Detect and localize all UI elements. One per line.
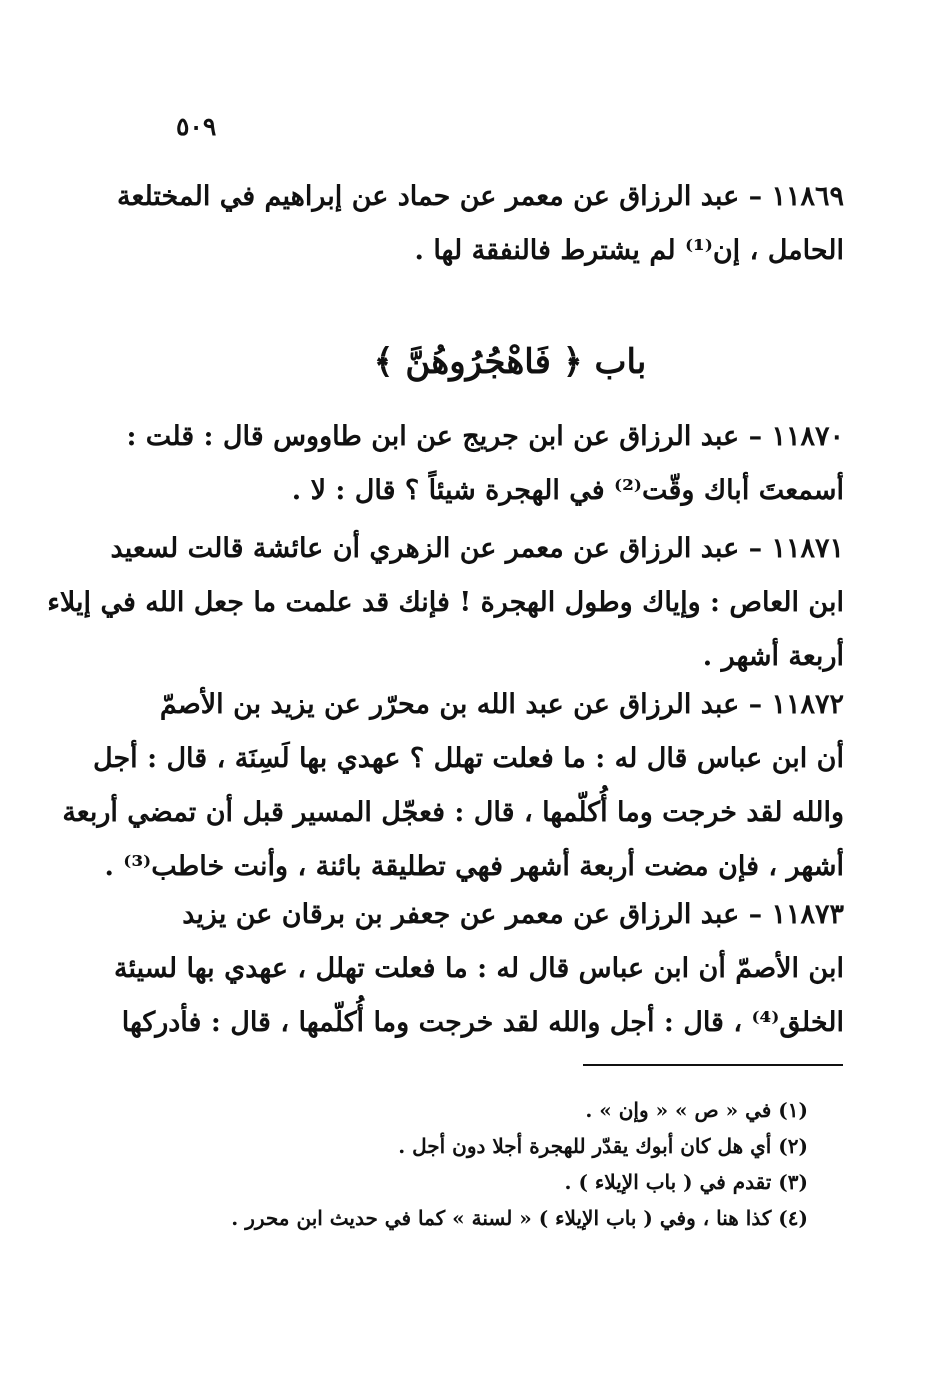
text-line: والله لقد خرجت وما أُكلّمها ، قال : فعجّل المسير قبل أن تمضي أربعة [62, 797, 844, 828]
text-line: الحامل ، إن⁽¹⁾ لم يشترط فالنفقة لها . [414, 235, 844, 266]
text-line: الخلق⁽⁴⁾ ، قال : أجل والله لقد خرجت وما أُكلّمها ، قال : فأدركها [121, 1007, 844, 1038]
footnote-3: (٣) تقدم في ( باب الإيلاء ) . [564, 1170, 808, 1194]
footnote-2: (٢) أي هل كان أبوك يقدّر للهجرة أجلا دون أجل . [398, 1134, 808, 1158]
page-number: ٥٠٩ [176, 112, 217, 141]
footnote-1: (١) في « ص » « وإن » . [585, 1098, 808, 1122]
footnotes [176, 1092, 808, 1236]
hadith-11873 [114, 888, 844, 1050]
hadith-11869 [116, 170, 844, 278]
text-line: أسمعتَ أباك وقّت⁽²⁾ في الهجرة شيئاً ؟ قال : لا . [291, 475, 844, 506]
text-line: أربعة أشهر . [702, 641, 844, 672]
footnote-divider [583, 1064, 843, 1066]
text-line: ابن العاص : وإياك وطول الهجرة ! فإنك قد علمت ما جعل الله في إيلاء [47, 587, 844, 618]
text-line: ١١٨٧١ – عبد الرزاق عن معمر عن الزهري أن عائشة قالت لسعيد [110, 533, 844, 564]
text-line: ١١٨٧٣ – عبد الرزاق عن معمر عن جعفر بن برقان عن يزيد [182, 899, 844, 930]
text-line: ١١٨٧٠ – عبد الرزاق عن ابن جريج عن ابن طاووس قال : قلت : [126, 421, 844, 452]
hadith-11870 [126, 410, 844, 518]
text-line: ابن الأصمّ أن ابن عباس قال له : ما فعلت تهلل ، عهدي بها لسيئة [114, 953, 844, 984]
text-line: ١١٨٧٢ – عبد الرزاق عن عبد الله بن محرّر عن يزيد بن الأصمّ [159, 689, 844, 720]
text-line: أن ابن عباس قال له : ما فعلت تهلل ؟ عهدي بها لَسِنَة ، قال : أجل [93, 743, 844, 774]
text-line: أشهر ، فإن مضت أربعة أشهر فهي تطليقة بائنة ، وأنت خاطب⁽³⁾ . [104, 851, 844, 882]
chapter-title: باب ﴿ فَاهْجُرُوهُنَّ ﴾ [373, 342, 647, 382]
hadith-11871 [47, 522, 844, 684]
footnote-4: (٤) كذا هنا ، وفي ( باب الإيلاء ) « لسنة » كما في حديث ابن محرر . [231, 1206, 808, 1230]
hadith-11872 [62, 678, 844, 894]
text-line: ١١٨٦٩ – عبد الرزاق عن معمر عن حماد عن إبراهيم في المختلعة [116, 181, 844, 212]
